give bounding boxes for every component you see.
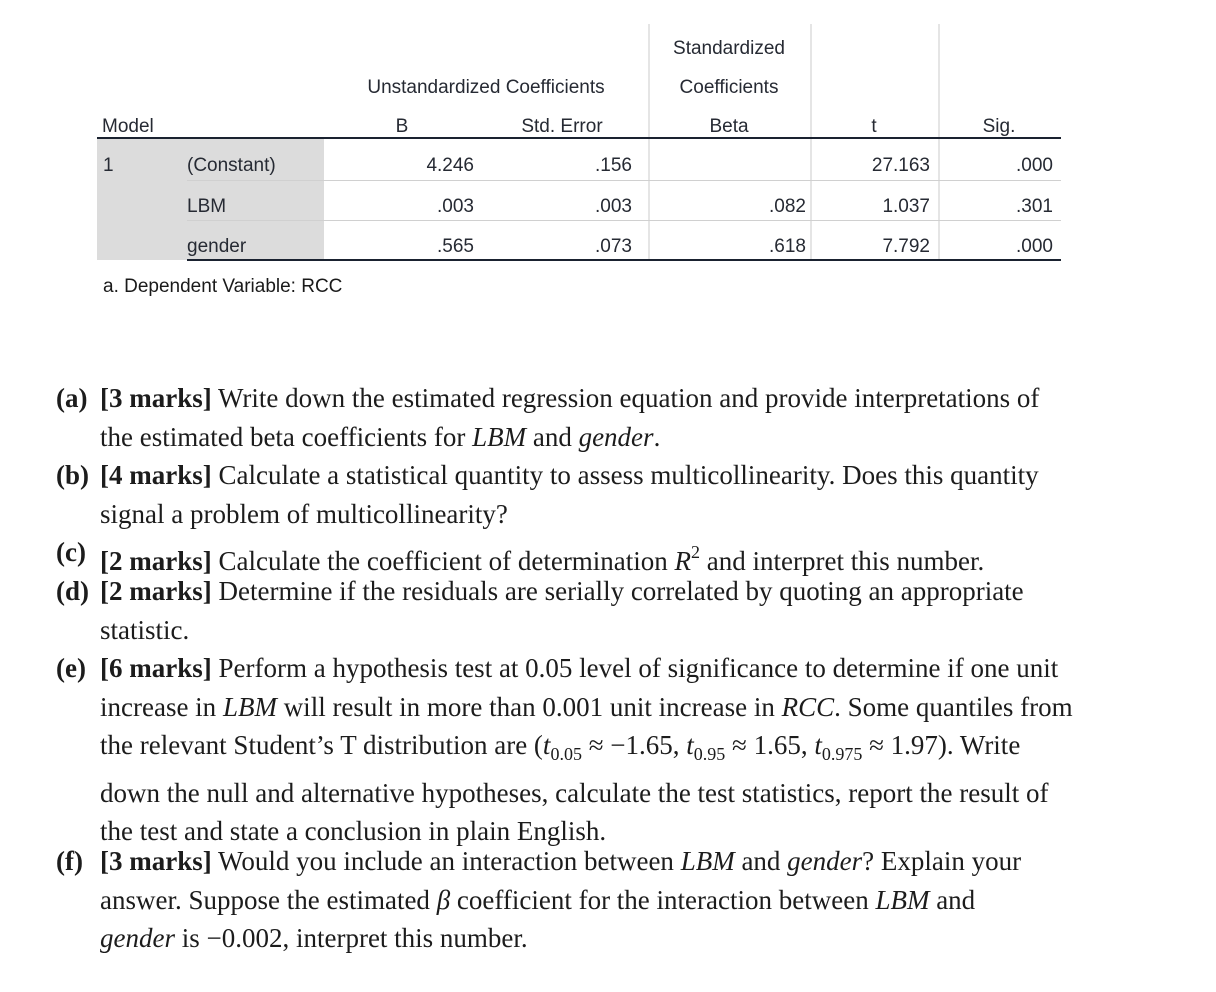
question-text: signal a problem of multicollinearity? <box>100 498 508 529</box>
math-variable: t <box>814 730 822 761</box>
question-text: the relevant Student’s T distribution are ( <box>100 730 543 761</box>
question-text: and <box>734 846 788 876</box>
cell-std-error: .003 <box>595 196 632 217</box>
question-text: ≈ 1.65, <box>725 730 815 761</box>
cell-std-error: .156 <box>595 155 632 176</box>
question-marks: [2 marks] <box>100 546 212 576</box>
question-text: Determine if the residuals are serially correlated by quoting an appropriate <box>211 576 1024 606</box>
header-std-error: Std. Error <box>521 116 603 137</box>
question-marks: [3 marks] <box>100 846 212 876</box>
math-variable: LBM <box>222 691 277 722</box>
question-text: will result in more than 0.001 unit increase in <box>276 691 782 722</box>
question-label: (b) <box>56 460 89 490</box>
question-label: (a) <box>56 383 88 413</box>
header-standardized: Standardized <box>673 38 785 59</box>
math-subscript: 0.95 <box>693 744 726 765</box>
divider <box>810 24 812 260</box>
math-variable: LBM <box>472 421 527 452</box>
cell-sig: .301 <box>1016 196 1053 217</box>
question-marks: [6 marks] <box>100 653 212 683</box>
question-text: coefficient for the interaction between <box>450 884 876 915</box>
cell-beta: .618 <box>769 236 806 257</box>
question-marks: [3 marks] <box>100 383 212 413</box>
cell-b: 4.246 <box>426 155 474 176</box>
question-text: and <box>929 884 976 915</box>
cell-std-error: .073 <box>595 236 632 257</box>
question-label: (f) <box>56 846 83 876</box>
header-b: B <box>395 116 409 137</box>
question-text: Would you include an interaction between <box>211 846 681 876</box>
question-text: and interpret this number. <box>700 546 985 576</box>
math-variable: LBM <box>875 884 930 915</box>
question-text: down the null and alternative hypotheses, calculate the test statistics, report the result of <box>100 777 1049 808</box>
table-bottom-rule <box>187 259 1061 261</box>
header-coefficients: Coefficients <box>679 77 779 98</box>
question-text: Calculate the coefficient of determination <box>211 546 675 576</box>
question-label: (d) <box>56 576 89 606</box>
header-model: Model <box>102 116 154 137</box>
question-text: increase in <box>100 691 223 722</box>
question-text: is −0.002, interpret this number. <box>174 923 528 954</box>
question-a <box>56 379 1196 456</box>
math-variable: gender <box>578 421 654 452</box>
question-marks: [4 marks] <box>100 460 212 490</box>
question-b <box>56 456 1196 533</box>
header-unstandardized-coefficients: Unstandardized Coefficients <box>367 77 605 98</box>
question-marks: [2 marks] <box>100 576 212 606</box>
math-variable: gender <box>100 923 175 954</box>
row-name-lbm: LBM <box>187 196 227 217</box>
cell-t: 7.792 <box>882 236 930 257</box>
row-rule <box>187 220 1061 221</box>
question-text: ≈ −1.65, <box>581 730 687 761</box>
question-f <box>56 842 1196 958</box>
math-variable: β <box>436 884 451 915</box>
header-beta: Beta <box>709 116 749 137</box>
row-name-constant: (Constant) <box>187 155 276 176</box>
cell-t: 27.163 <box>871 155 930 176</box>
header-sig: Sig. <box>982 116 1016 137</box>
math-subscript: 0.975 <box>821 744 863 765</box>
math-variable: t <box>542 730 551 761</box>
question-e <box>56 649 1196 851</box>
math-variable: R <box>674 546 692 576</box>
question-text: and <box>526 421 579 452</box>
question-text: . <box>653 421 661 452</box>
header-t: t <box>871 116 877 137</box>
row-rule <box>187 180 1061 181</box>
question-text: the test and state a conclusion in plain English. <box>100 816 607 847</box>
question-text: . Some quantiles from <box>834 691 1073 722</box>
question-text: statistic. <box>100 614 190 645</box>
divider <box>938 24 940 260</box>
question-text: the estimated beta coefficients for <box>100 421 473 452</box>
math-variable: LBM <box>680 846 735 876</box>
cell-beta: .082 <box>769 196 806 217</box>
model-number: 1 <box>103 155 114 176</box>
question-text: ≈ 1.97). Write <box>862 730 1021 761</box>
cell-sig: .000 <box>1016 155 1053 176</box>
question-text: ? Explain your <box>862 846 1022 876</box>
question-label: (e) <box>56 653 86 683</box>
row-name-gender: gender <box>187 236 247 257</box>
question-text: Perform a hypothesis test at 0.05 level of significance to determine if one unit <box>211 653 1059 683</box>
cell-t: 1.037 <box>882 196 930 217</box>
coefficients-table <box>0 0 1216 310</box>
math-subscript: 0.05 <box>550 744 582 765</box>
math-variable: t <box>686 730 694 761</box>
header-rule <box>97 137 1061 139</box>
math-variable: gender <box>787 846 863 876</box>
question-text: Write down the estimated regression equation and provide interpretations of <box>211 383 1040 413</box>
question-d <box>56 572 1196 649</box>
question-text: Calculate a statistical quantity to assess multicollinearity. Does this quantity <box>211 460 1039 490</box>
cell-sig: .000 <box>1016 236 1053 257</box>
question-label: (c) <box>56 537 86 567</box>
cell-b: .565 <box>437 236 474 257</box>
math-variable: RCC <box>781 691 835 722</box>
question-text: answer. Suppose the estimated <box>100 884 437 915</box>
table-footnote: a. Dependent Variable: RCC <box>103 276 343 297</box>
cell-b: .003 <box>437 196 474 217</box>
math-superscript: 2 <box>691 542 701 562</box>
